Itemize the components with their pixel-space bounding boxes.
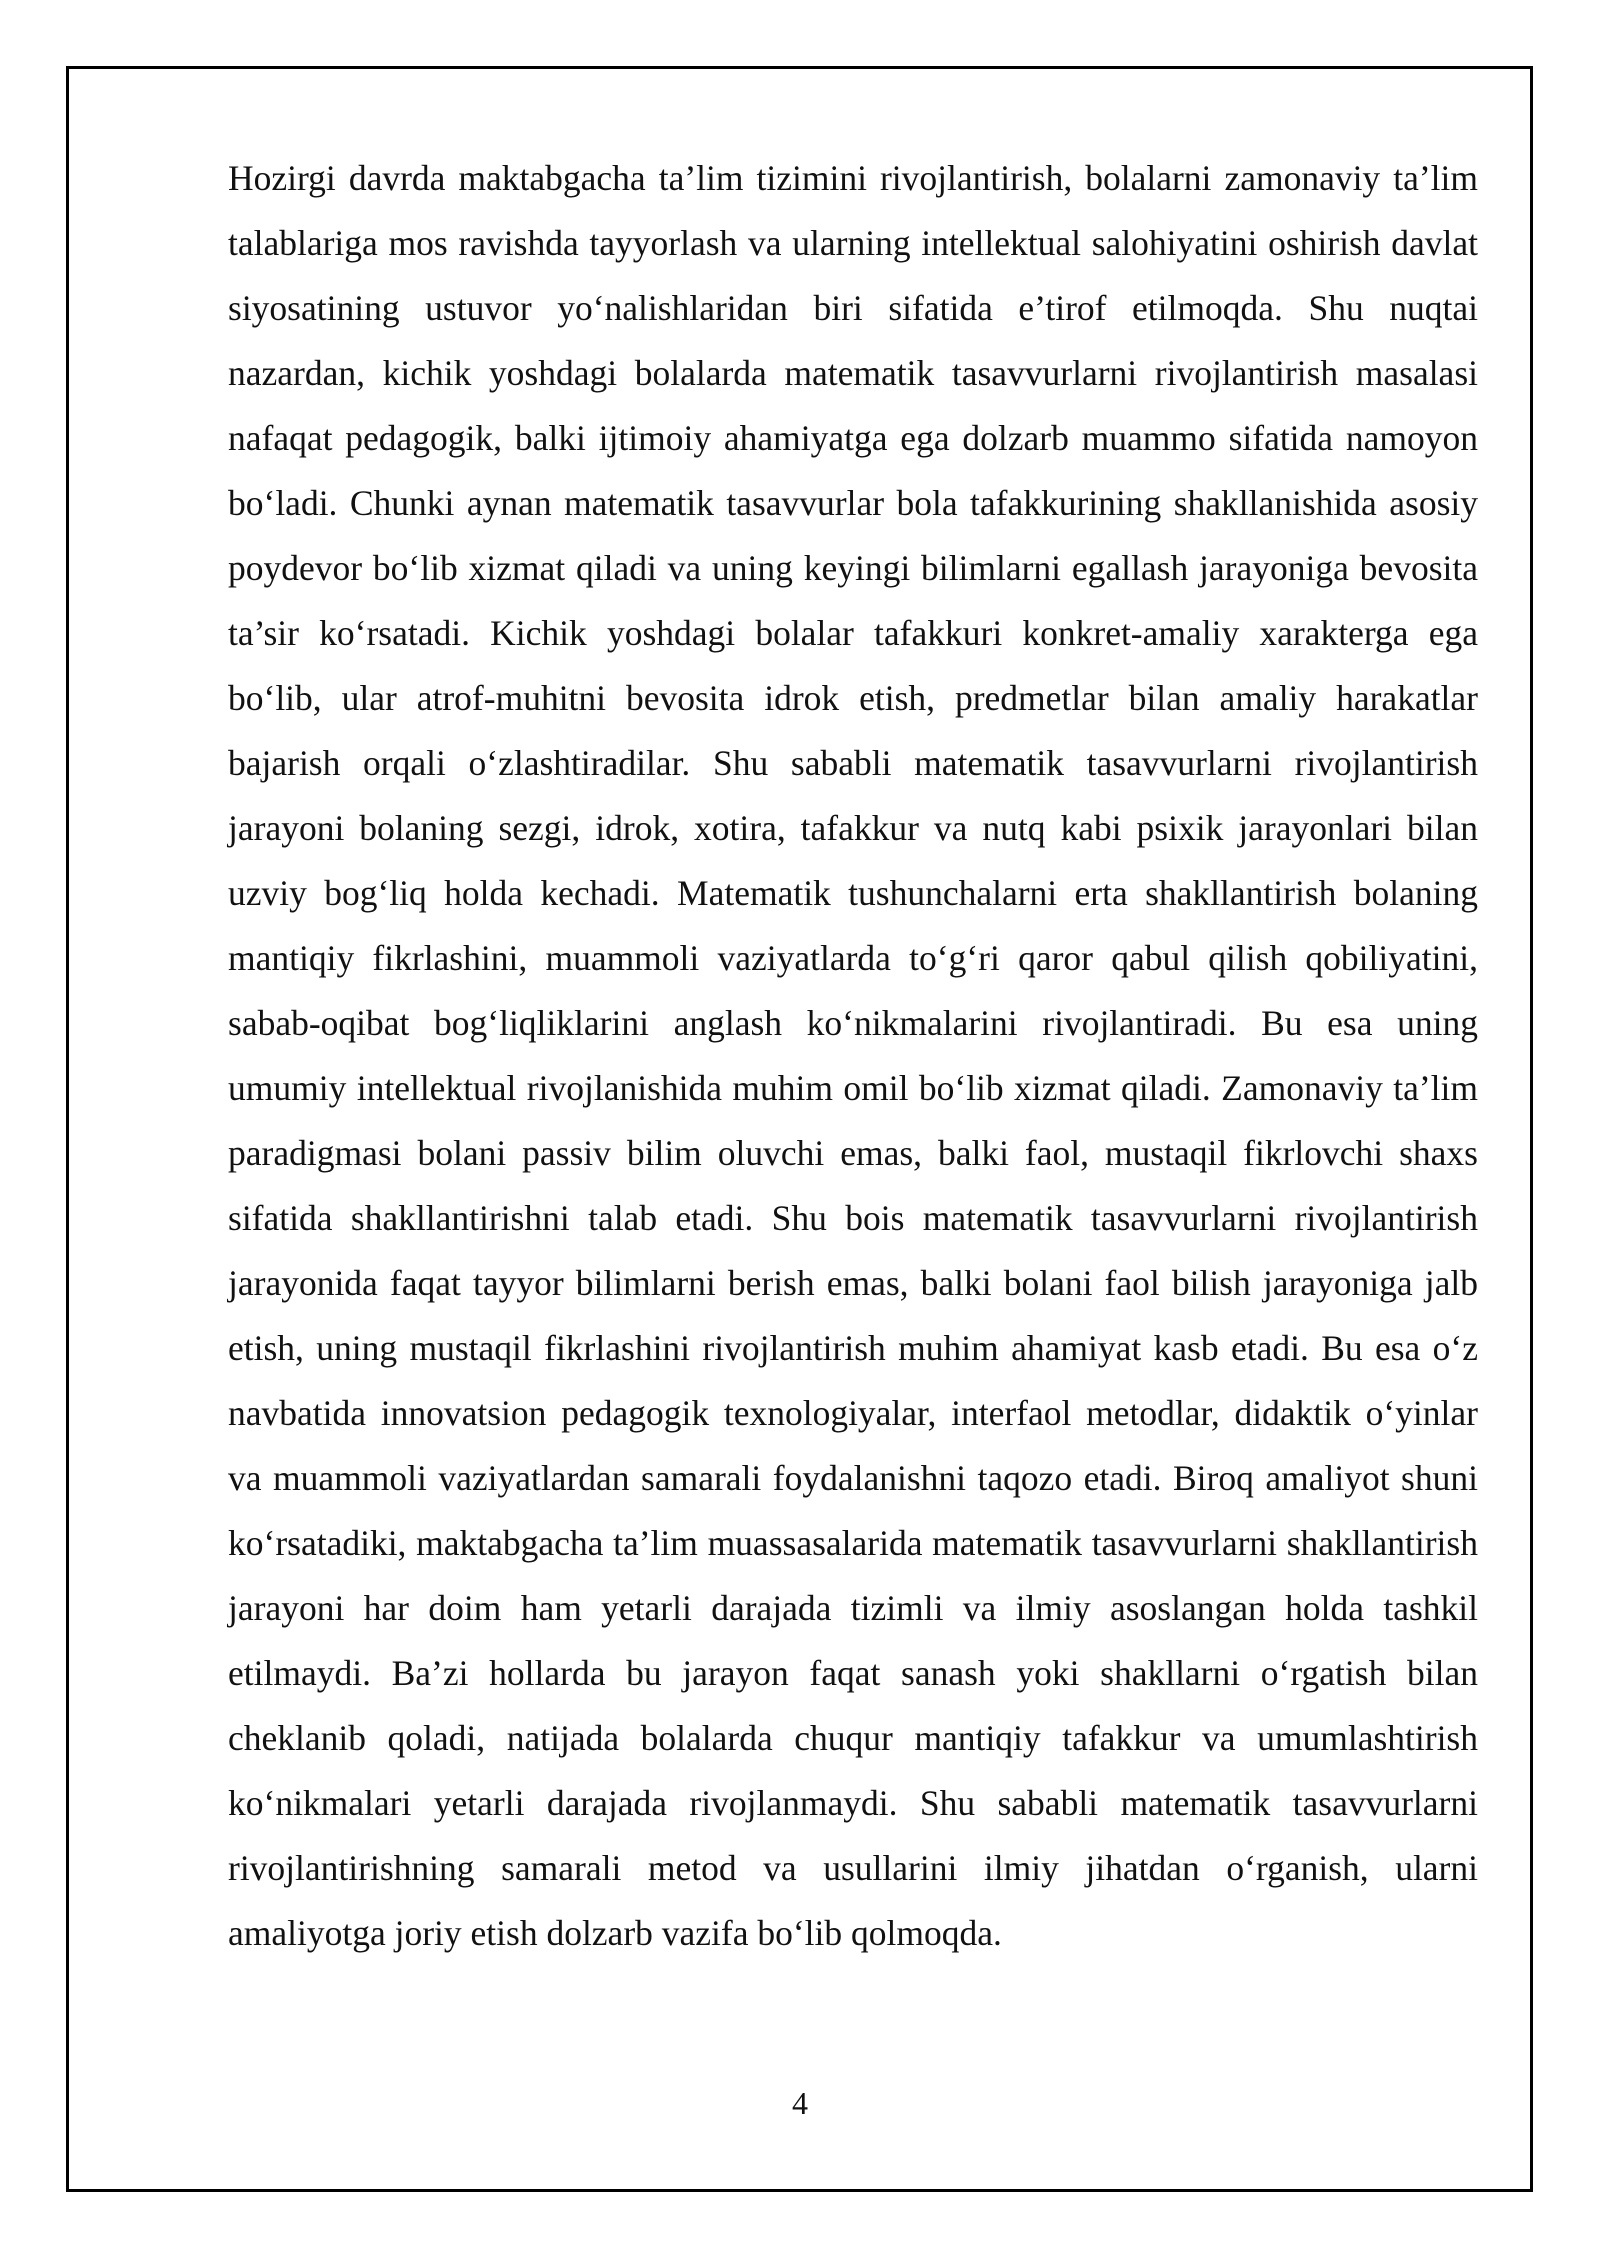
page-number: 4 bbox=[792, 2085, 808, 2121]
body-paragraph: Hozirgi davrda maktabgacha ta’lim tizimini rivojlantirish, bolalarni zamonaviy ta’lim talablariga mos ravishda tayyorlash va ularning intellektual salohiyatini oshirish davlat siyosatining ustuvor yo‘nalishlaridan biri sifatida e’tirof etilmoqda. Shu nuqtai nazardan, kichik yoshdagi bolalarda matematik tasavvurlarni rivojlantirish masalasi nafaqat pedagogik, balki ijtimoiy ahamiyatga ega dolzarb muammo sifatida namoyon bo‘ladi. Chunki aynan matematik tasavvurlar bola tafakkurining shakllanishida asosiy poydevor bo‘lib xizmat qiladi va uning keyingi bilimlarni egallash jarayoniga bevosita ta’sir ko‘rsatadi. Kichik yoshdagi bolalar tafakkuri konkret-amaliy xarakterga ega bo‘lib, ular atrof-muhitni bevosita idrok etish, predmetlar bilan amaliy harakatlar bajarish orqali o‘zlashtiradilar. Shu sababli matematik tasavvurlarni rivojlantirish jarayoni bolaning sezgi, idrok, xotira, tafakkur va nutq kabi psixik jarayonlari bilan uzviy bog‘liq holda kechadi. Matematik tushunchalarni erta shakllantirish bolaning mantiqiy fikrlashini, muammoli vaziyatlarda to‘g‘ri qaror qabul qilish qobiliyatini, sabab-oqibat bog‘liqliklarini anglash ko‘nikmalarini rivojlantiradi. Bu esa uning umumiy intellektual rivojlanishida muhim omil bo‘lib xizmat qiladi. Zamonaviy ta’lim paradigmasi bolani passiv bilim oluvchi emas, balki faol, mustaqil fikrlovchi shaxs sifatida shakllantirishni talab etadi. Shu bois matematik tasavvurlarni rivojlantirish jarayonida faqat tayyor bilimlarni berish emas, balki bolani faol bilish jarayoniga jalb etish, uning mustaqil fikrlashini rivojlantirish muhim ahamiyat kasb etadi. Bu esa o‘z navbatida innovatsion pedagogik texnologiyalar, interfaol metodlar, didaktik o‘yinlar va muammoli vaziyatlardan samarali foydalanishni taqozo etadi. Biroq amaliyot shuni ko‘rsatadiki, maktabgacha ta’lim muassasalarida matematik tasavvurlarni shakllantirish jarayoni har doim ham yetarli darajada tizimli va ilmiy asoslangan holda tashkil etilmaydi. Ba’zi hollarda bu jarayon faqat sanash yoki shakllarni o‘rgatish bilan cheklanib qoladi, natijada bolalarda chuqur mantiqiy tafakkur va umumlashtirish ko‘nikmalari yetarli darajada rivojlanmaydi. Shu sababli matematik tasavvurlarni rivojlantirishning samarali metod va usullarini ilmiy jihatdan o‘rganish, ularni amaliyotga joriy etish dolzarb vazifa bo‘lib qolmoqda. bbox=[228, 158, 1478, 1953]
